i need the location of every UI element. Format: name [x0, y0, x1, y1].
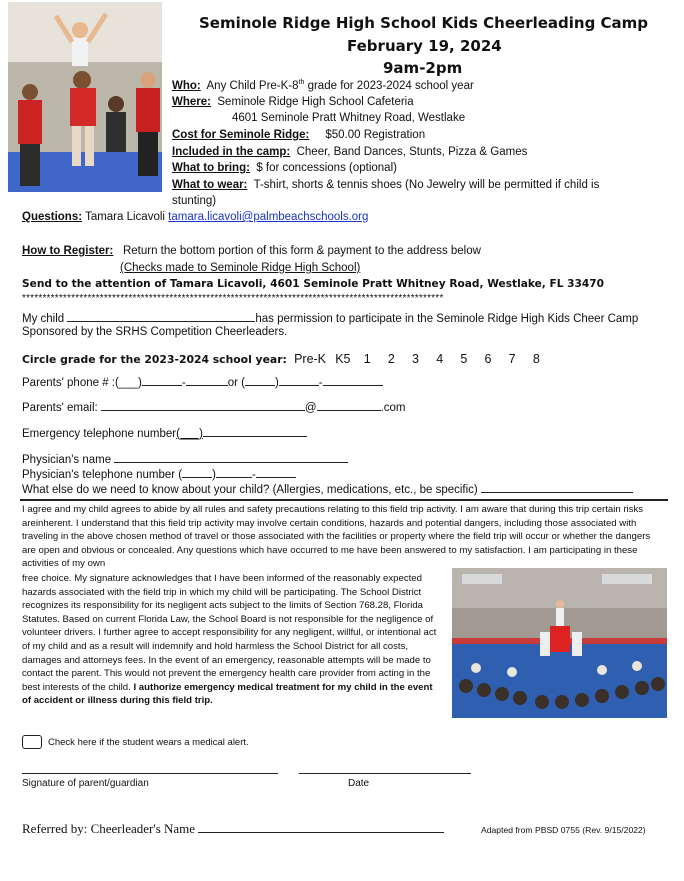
legal-body: free choice. My signature acknowledges that I have been informed of the reasonably expected hazards associated with the field trip in which my child will be participating. The School District recognizes its responsibility for its negligent acts subject to the limits of Section 768.28, Florida Statutes. Based on current Florida Law, the School Board is not responsible for the negligence of volunteer drivers. I further agree to accept responsibility for any negligent, willful, or intentional act of my child and as a result will indemnify and hold harmless the School District for all costs, damages and attorneys fees. In the event of an emergency, reasonable attempts will be made to contact the parent. This would not prevent the emergency health care provider from acting in the best interests of the child. I authorize emergency medical treatment for my child in the event of accident or illness during this field trip. — [22, 573, 437, 707]
checks-note: (Checks made to Seminole Ridge High School) — [120, 262, 361, 274]
date-line[interactable] — [299, 773, 471, 774]
cheer-stunt-photo — [8, 2, 162, 192]
page-title: Seminole Ridge High School Kids Cheerleading Camp — [199, 14, 649, 32]
detail-included: Included in the camp: Cheer, Band Dances, Stunts, Pizza & Games — [172, 146, 528, 158]
grade-4[interactable]: 4 — [436, 352, 444, 366]
grade-8[interactable]: 8 — [532, 352, 540, 366]
parent-signature-line[interactable] — [22, 773, 278, 774]
parent-phone-field-1[interactable] — [142, 374, 182, 386]
detail-wear-cont: stunting) — [172, 195, 217, 207]
section-divider — [20, 499, 668, 501]
physician-phone-line: Physician's telephone number ( ) - — [22, 466, 296, 481]
detail-cost: Cost for Seminole Ridge: $50.00 Registration — [172, 129, 426, 141]
detail-wear: What to wear: T-shirt, shorts & tennis shoes (No Jewelry will be permitted if child is — [172, 179, 600, 191]
grade-3[interactable]: 3 — [412, 352, 419, 366]
child-name-field[interactable] — [67, 310, 255, 322]
legal-intro: I agree and my child agrees to abide by all rules and safety precautions relating to this field trip activity. I am aware that during this trip certain risks areinherent. I understand that this field trip activity may involve certain conditions, hazards and potential dangers, including those associated with traveling in the above chosen method of travel or those associated with the facilities or property where the field trip will occur or whether the dangers are open and obvious or concealed. Any questions which have occurred to me have been answered to my satisfaction. I am participating in these activities of my own — [22, 504, 651, 570]
cheerleader-name-field[interactable] — [198, 821, 444, 833]
what-else-field[interactable] — [481, 481, 633, 493]
questions-line: Questions: Tamara Licavoli tamara.licavoli@palmbeachschools.org — [22, 211, 369, 223]
date-label: Date — [348, 778, 370, 789]
grade-k5[interactable]: K5 — [335, 352, 351, 366]
grade-7[interactable]: 7 — [508, 352, 516, 366]
contact-email-link[interactable]: tamara.licavoli@palmbeachschools.org — [168, 211, 369, 223]
grade-2[interactable]: 2 — [387, 352, 395, 366]
cheer-gym-photo — [452, 568, 667, 718]
parent-email-field[interactable] — [101, 399, 305, 411]
event-time: 9am-2pm — [383, 59, 463, 77]
grade-1[interactable]: 1 — [363, 352, 371, 366]
emergency-line: Emergency telephone number(___) — [22, 425, 307, 440]
detail-who: Who: Any Child Pre-K-8th grade for 2023-2024 school year — [172, 79, 474, 92]
medical-alert-label: Check here if the student wears a medical alert. — [48, 737, 249, 748]
grade-prek[interactable]: Pre-K — [294, 352, 327, 366]
detail-where: Where: Seminole Ridge High School Cafeteria — [172, 96, 414, 108]
physician-name-field[interactable] — [114, 451, 348, 463]
grade-line: Circle grade for the 2023-2024 school year: Pre-K K5 1 2 3 4 5 6 7 8 — [22, 352, 540, 366]
grade-5[interactable]: 5 — [460, 352, 468, 366]
register-line: How to Register: Return the bottom portion of this form & payment to the address below — [22, 245, 481, 257]
sponsor-line: Sponsored by the SRHS Competition Cheerleaders. — [22, 326, 288, 338]
what-else-line: What else do we need to know about your child? (Allergies, medications, etc., be specific) — [22, 481, 633, 496]
medical-alert-checkbox[interactable] — [22, 735, 42, 749]
physician-phone-field[interactable] — [182, 466, 212, 478]
permission-line: My child has permission to participate in the Seminole Ridge High Kids Cheer Camp — [22, 310, 638, 325]
physician-name-line: Physician's name — [22, 451, 348, 466]
parent-phone-field-2[interactable] — [245, 374, 275, 386]
parent-phone-line: Parents' phone # :(___) - or ( ) - — [22, 374, 383, 389]
separator: ******************************************************************************************************* — [22, 293, 444, 304]
adapted-note: Adapted from PBSD 0755 (Rev. 9/15/2022) — [481, 825, 646, 835]
referred-by: Referred by: Cheerleader's Name — [22, 821, 444, 837]
parent-signature-label: Signature of parent/guardian — [22, 778, 149, 789]
send-to-address: Send to the attention of Tamara Licavoli, 4601 Seminole Pratt Whitney Road, Westlake, FL 33470 — [22, 278, 605, 290]
detail-bring: What to bring: $ for concessions (optional) — [172, 162, 397, 174]
emergency-phone-field[interactable] — [203, 425, 307, 437]
detail-where-address: 4601 Seminole Pratt Whitney Road, Westlake — [232, 112, 466, 124]
email-domain-field[interactable] — [317, 399, 381, 411]
grade-6[interactable]: 6 — [484, 352, 492, 366]
event-date: February 19, 2024 — [347, 37, 502, 55]
parent-email-line: Parents' email: @ .com — [22, 399, 406, 414]
